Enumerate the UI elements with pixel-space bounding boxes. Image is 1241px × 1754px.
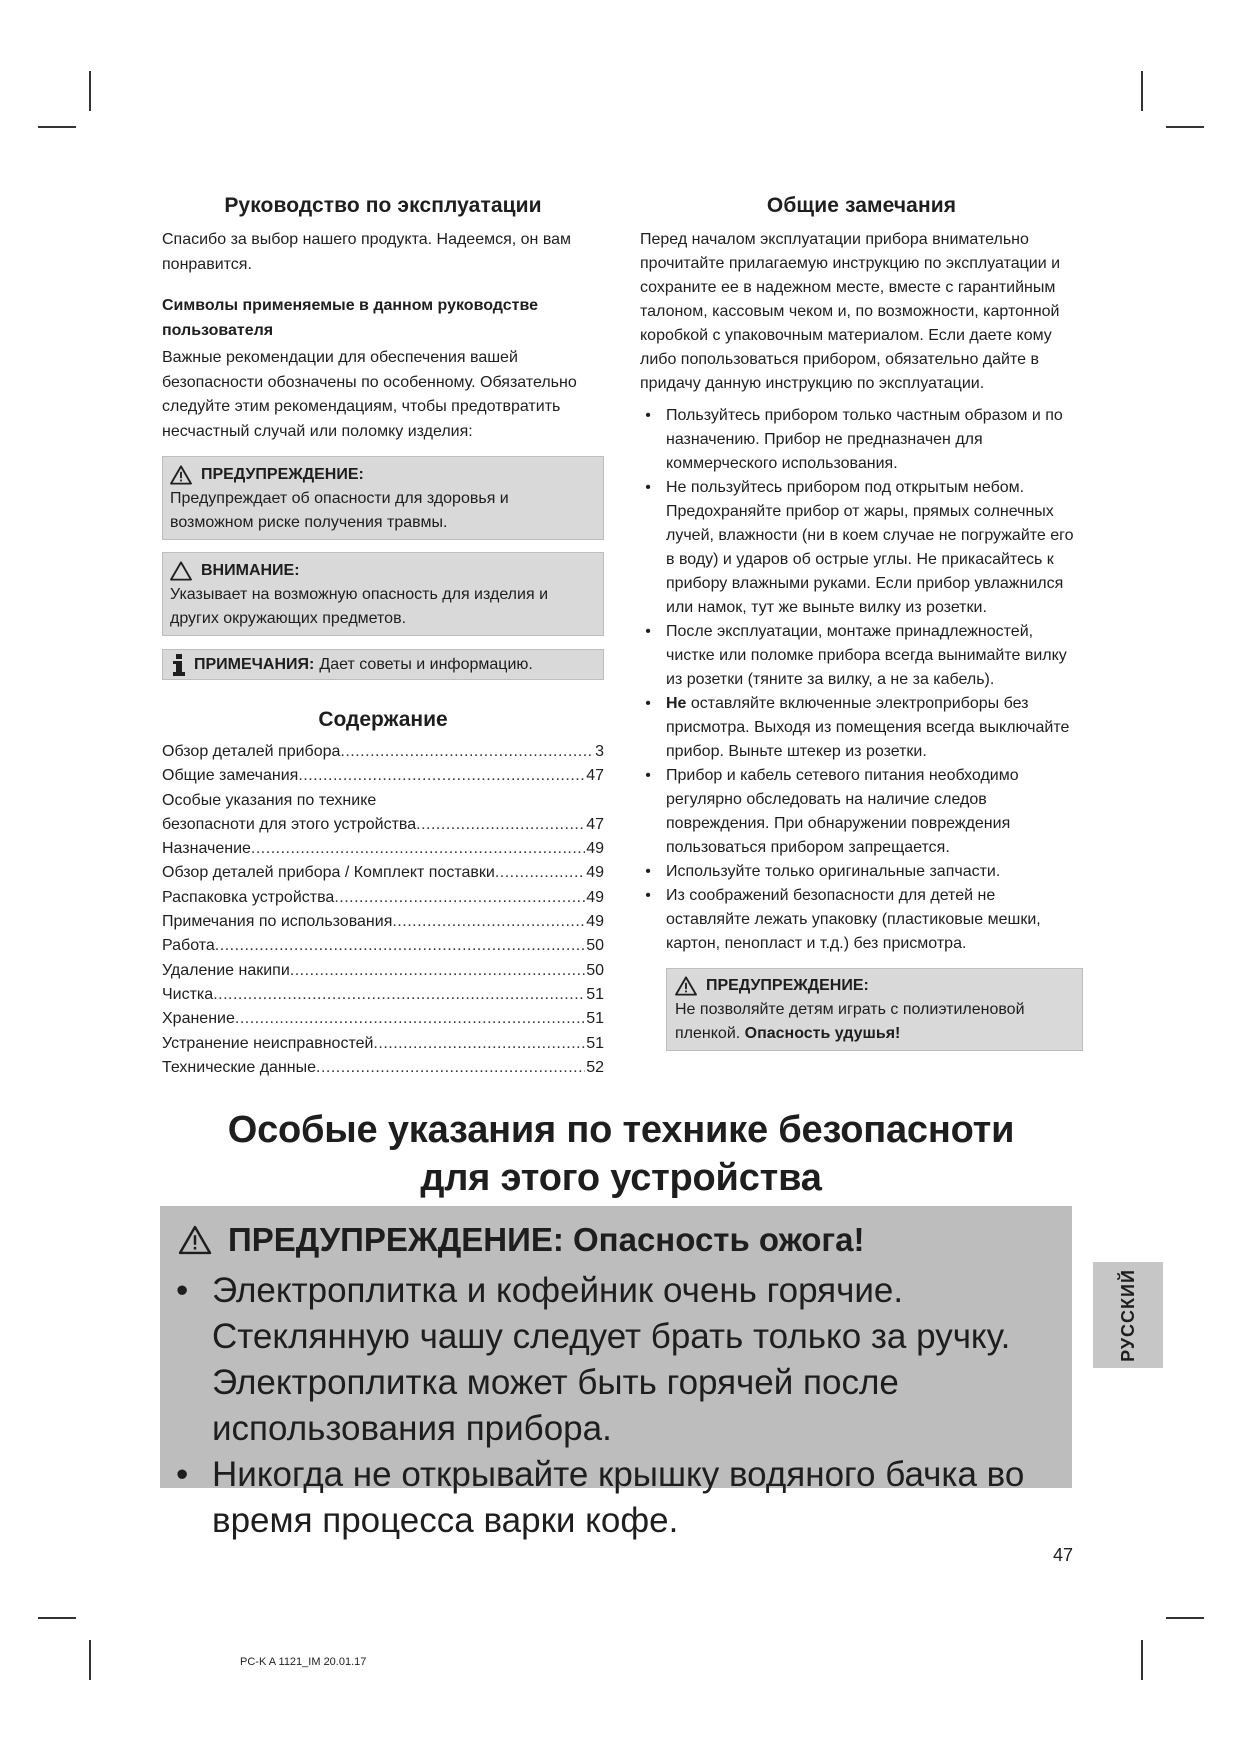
crop-mark [1166, 126, 1204, 128]
toc-page-number: 51 [586, 1010, 604, 1028]
toc-page-number: 52 [586, 1058, 604, 1076]
general-note-item [640, 476, 1083, 620]
attention-title: ВНИМАНИЕ: [201, 562, 300, 579]
toc-row [162, 910, 604, 934]
toc-label: безопасноти для этого устройства [162, 815, 417, 833]
warning-text: Предупреждает об опасности для здоровья и возможном риске получения травмы. [170, 490, 509, 531]
toc-page-number: 50 [586, 937, 604, 955]
bullet-marker: • [645, 767, 651, 784]
attention-box [162, 552, 604, 636]
general-note-body: Прибор и кабель сетевого питания необходимо регулярно обследовать на наличие следов повреждения. При обнаружении повреждения пользоваться прибором запрещается. [666, 767, 1019, 856]
children-warning-title-row [675, 974, 1075, 998]
toc-page-number: 49 [586, 888, 604, 906]
toc-row [162, 934, 604, 958]
toc-label: Обзор деталей прибора / Комплект поставки [162, 864, 495, 882]
toc-leader-dots [340, 740, 594, 764]
safety-title-line2: для этого устройства [420, 1157, 822, 1199]
general-note-text [666, 620, 1083, 692]
toc-page-number: 47 [586, 815, 604, 833]
burn-warning-list [174, 1268, 1058, 1544]
toc-row [162, 837, 604, 861]
toc-page-number: 47 [586, 767, 604, 785]
toc-label: Работа [162, 937, 215, 955]
toc-label: Устранение неисправностей [162, 1034, 374, 1052]
crop-mark [89, 1640, 91, 1680]
toc-row [162, 1032, 604, 1056]
crop-mark [1141, 1640, 1143, 1680]
general-note-item [640, 764, 1083, 860]
attention-title-row [170, 559, 596, 583]
toc-row [162, 740, 604, 764]
burn-warning-title-row [174, 1218, 1058, 1262]
toc-leader-dots [235, 1007, 585, 1031]
safety-title [160, 1106, 1082, 1202]
toc-label: Удаление накипи [162, 961, 290, 979]
toc-page-number: 49 [586, 864, 604, 882]
toc-leader-dots [215, 934, 585, 958]
warning-box [162, 456, 604, 540]
note-box [162, 649, 604, 680]
warning-triangle-icon [170, 465, 192, 485]
general-note-item [640, 884, 1083, 956]
toc-label: Распаковка устройства [162, 888, 335, 906]
toc-row [162, 764, 604, 788]
language-tab-label: РУССКИЙ [1117, 1268, 1138, 1362]
toc-leader-dots [495, 861, 585, 885]
table-of-contents [162, 740, 604, 1080]
toc-page-number: 49 [586, 913, 604, 931]
toc-title: Содержание [318, 708, 448, 731]
general-note-body: оставляйте включенные электроприборы без присмотра. Выходя из помещения всегда выключайте прибор. Выньте штекер из розетки. [666, 695, 1070, 760]
toc-leader-dots [316, 1056, 585, 1080]
general-note-body: Не пользуйтесь прибором под открытым небом. Предохраняйте прибор от жары, прямых солнечных лучей, влажности (ни в коем случае не погружайте его в воду) и ударов об острые углы. Не прикасайтесь к прибору влажными руками. Если прибор увлажнился или намок, тут же выньте вилку из розетки. [666, 479, 1074, 616]
toc-page-number: 3 [595, 743, 604, 760]
toc-leader-dots [392, 910, 585, 934]
general-note-text [666, 476, 1083, 620]
general-note-item [640, 404, 1083, 476]
footer-code: PC-K A 1121_IM 20.01.17 [240, 1656, 367, 1668]
burn-warning-box [160, 1206, 1072, 1540]
toc-label: Чистка [162, 985, 214, 1003]
general-note-item [640, 620, 1083, 692]
toc-label: Особые указания по технике [162, 791, 377, 809]
toc-page-number: 51 [586, 1034, 604, 1052]
children-warning-body: Не позволяйте детям играть с полиэтиленовой пленкой. [675, 1001, 1025, 1042]
general-note-text [666, 764, 1083, 860]
children-warning-text [675, 998, 1075, 1046]
general-note-item [640, 692, 1083, 764]
warning-triangle-icon [675, 976, 697, 996]
toc-label: Хранение [162, 1010, 235, 1028]
bullet-marker: • [645, 479, 651, 496]
symbols-heading: Символы применяемые в данном руководстве пользователя [162, 297, 538, 339]
warning-title-row [170, 463, 596, 487]
burn-warning-item [174, 1452, 1058, 1544]
toc-leader-dots [373, 1032, 585, 1056]
general-note-body: Используйте только оригинальные запчасти. [666, 863, 1001, 880]
general-notes-title: Общие замечания [766, 194, 957, 217]
children-warning-emphasis: Опасность удушья! [744, 1025, 901, 1042]
children-warning-box [666, 968, 1083, 1051]
bullet-marker: • [176, 1455, 189, 1494]
note-text: Дает советы и информацию. [319, 656, 533, 673]
warning-title: ПРЕДУПРЕЖДЕНИЕ: [201, 466, 364, 483]
left-column [162, 194, 604, 1080]
toc-row [162, 1007, 604, 1031]
page-number: 47 [1053, 1545, 1074, 1565]
toc-row [162, 861, 604, 885]
general-note-text [666, 692, 1083, 764]
bullet-marker: • [645, 695, 651, 712]
bullet-marker: • [645, 863, 651, 880]
burn-warning-text: Никогда не открывайте крышку водяного бачка во время процесса варки кофе. [212, 1455, 1025, 1540]
toc-label: Примечания по использования [162, 913, 393, 931]
toc-page-number: 51 [586, 985, 604, 1003]
toc-leader-dots [334, 886, 585, 910]
manual-title: Руководство по эксплуатации [224, 194, 542, 217]
general-notes-intro: Перед началом эксплуатации прибора внимательно прочитайте прилагаемую инструкцию по эксплуатации и сохраните ее в надежном месте, вместе с гарантийным талоном, кассовым чеком и, по возможности, картонной коробкой с упаковочным материалом. Если даете кому либо попользоваться прибором, обязательно дайте в придачу данную инструкцию по эксплуатации. [640, 231, 1061, 392]
general-note-body: После эксплуатации, монтаже принадлежностей, чистке или поломке прибора всегда вынимайте вилку из розетки (тяните за вилку, а не за кабель). [666, 623, 1067, 688]
general-note-text [666, 404, 1083, 476]
toc-leader-dots [298, 764, 585, 788]
toc-label: Назначение [162, 840, 251, 858]
toc-page-number: 50 [586, 961, 604, 979]
intro-text: Спасибо за выбор нашего продукта. Надеемся, он вам понравится. [162, 231, 572, 273]
toc-page-number: 49 [586, 840, 604, 858]
caution-triangle-icon [170, 561, 192, 581]
symbols-text: Важные рекомендации для обеспечения вашей безопасности обозначены по особенному. Обязательно следуйте этим рекомендациям, чтобы предотвратить несчастный случай или поломку изделия: [162, 349, 577, 440]
right-column [640, 194, 1083, 1051]
general-note-item [640, 860, 1083, 884]
toc-row [162, 886, 604, 910]
language-tab [1093, 1262, 1163, 1368]
toc-label: Технические данные [162, 1058, 317, 1076]
crop-mark [38, 1617, 76, 1619]
toc-leader-dots [251, 837, 585, 861]
crop-mark [38, 126, 76, 128]
general-notes-list [640, 404, 1083, 956]
burn-warning-item [174, 1268, 1058, 1452]
toc-row [162, 983, 604, 1007]
toc-leader-dots [416, 813, 585, 837]
general-note-text [666, 884, 1083, 956]
toc-leader-dots [213, 983, 585, 1007]
bullet-marker: • [176, 1271, 189, 1310]
info-icon [173, 654, 185, 676]
toc-row [162, 959, 604, 983]
bullet-marker: • [645, 623, 651, 640]
burn-warning-text: Электроплитка и кофейник очень горячие. Стеклянную чашу следует брать только за ручку. Электроплитка может быть горячей после использования прибора. [212, 1271, 1011, 1448]
burn-warning-title: ПРЕДУПРЕЖДЕНИЕ: Опасность ожога! [228, 1221, 865, 1258]
toc-row [162, 789, 604, 813]
warning-triangle-icon [178, 1225, 212, 1255]
toc-row [162, 813, 604, 837]
bullet-marker: • [645, 887, 651, 904]
attention-text: Указывает на возможную опасность для изделия и других окружающих предметов. [170, 586, 548, 627]
general-note-body: Пользуйтесь прибором только частным образом и по назначению. Прибор не предназначен для коммерческого использования. [666, 407, 1063, 472]
bullet-marker: • [645, 407, 651, 424]
general-note-emphasis: Не [666, 695, 687, 712]
safety-title-line1: Особые указания по технике безопасноти [227, 1109, 1015, 1151]
toc-label: Обзор деталей прибора [162, 743, 341, 760]
general-note-body: Из соображений безопасности для детей не оставляйте лежать упаковку (пластиковые мешки, картон, пенопласт и т.д.) без присмотра. [666, 887, 1041, 952]
toc-leader-dots [290, 959, 585, 983]
general-note-text [666, 860, 1083, 884]
toc-row [162, 1056, 604, 1080]
crop-mark [89, 71, 91, 111]
crop-mark [1141, 71, 1143, 111]
toc-label: Общие замечания [162, 767, 299, 785]
note-title: ПРИМЕЧАНИЯ: [194, 656, 315, 673]
crop-mark [1166, 1617, 1204, 1619]
children-warning-title: ПРЕДУПРЕЖДЕНИЕ: [706, 977, 869, 994]
